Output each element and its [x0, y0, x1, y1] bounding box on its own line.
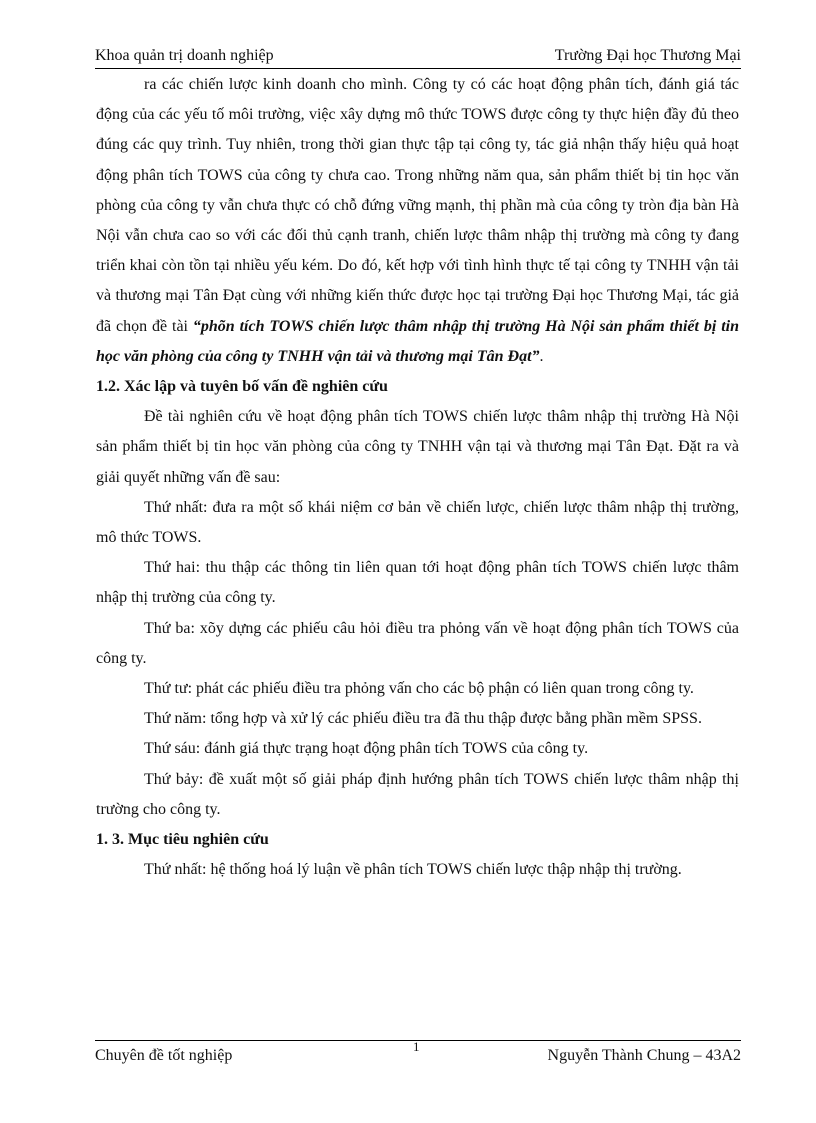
document-body — [96, 70, 739, 885]
section-1-2-paragraph: Thứ tư: phát các phiếu điều tra phỏng vấn cho các bộ phận có liên quan trong công ty. — [144, 680, 694, 698]
section-1-3-paragraph: Thứ nhất: hệ thống hoá lý luận về phân tích TOWS chiến lược thập nhập thị trường. — [144, 861, 682, 879]
section-1-2-paragraph: Thứ hai: thu thập các thông tin liên quan tới hoạt động phân tích TOWS chiến lược thâm nhập thị trường của công ty. — [96, 559, 739, 607]
header-faculty: Khoa quản trị doanh nghiệp — [95, 47, 274, 64]
intro-end: . — [539, 347, 544, 365]
section-1-2-heading: 1.2. Xác lập và tuyên bố vấn đề nghiên cứu — [96, 378, 388, 396]
intro-text: ra các chiến lược kinh doanh cho mình. Công ty có các hoạt động phân tích, đánh giá tác động của các yếu tố môi trường, việc xây dựng mô thức TOWS được công ty thực hiện đầy đủ theo đúng các quy trình. Tuy nhiên, trong thời gian thực tập tại công ty, tác giả nhận thấy hiệu quả hoạt động phân tích TOWS của công ty chưa cao. Trong những năm qua, sản phẩm thiết bị tin học văn phòng của công ty vẫn chưa thực có chỗ đứng vững mạnh, thị phần mà của công ty tròn địa bàn Hà Nội vẫn chưa cao so với các đối thủ cạnh tranh, chiến lược thâm nhập thị trường mà công ty đang triển khai còn tồn tại nhiều yếu kém. Do đó, kết hợp với tình hình thực tế tại công ty TNHH vận tải và thương mại Tân Đạt cùng với những kiến thức được học tại trường Đại học Thương Mại, tác giả đã chọn đề tài — [96, 76, 739, 335]
section-1-2-paragraph: Thứ ba: xõy dựng các phiếu câu hỏi điều tra phỏng vấn về hoạt động phân tích TOWS của công ty. — [96, 619, 739, 667]
page-header — [95, 44, 741, 69]
section-1-3-heading: 1. 3. Mục tiêu nghiên cứu — [96, 831, 269, 849]
section-1-2-paragraph: Thứ nhất: đưa ra một số khái niệm cơ bản về chiến lược, chiến lược thâm nhập thị trường, mô thức TOWS. — [96, 498, 739, 547]
section-1-2-paragraph: Thứ sáu: đánh giá thực trạng hoạt động phân tích TOWS của công ty. — [144, 740, 589, 758]
page-footer — [95, 1040, 741, 1071]
header-university: Trường Đại học Thương Mại — [554, 47, 741, 64]
topic-title: “phõn tích TOWS chiến lược thâm nhập thị trường Hà Nội sản phẩm thiết bị tin học văn phòng của công ty TNHH vận tải và thương mại Tân Đạt” — [96, 317, 740, 365]
page-number: 1 — [413, 1039, 420, 1054]
intro-paragraph — [96, 70, 739, 372]
section-1-2-paragraph: Thứ bảy: đề xuất một số giải pháp định hướng phân tích TOWS chiến lược thâm nhập thị trường cho công ty. — [96, 770, 739, 818]
footer-author: Nguyễn Thành Chung – 43A2 — [547, 1047, 741, 1064]
footer-document-type: Chuyên đề tốt nghiệp — [95, 1047, 233, 1064]
section-1-2-paragraph: Thứ năm: tổng hợp và xử lý các phiếu điều tra đã thu thập được bằng phần mềm SPSS. — [144, 710, 702, 728]
section-1-2-paragraph: Đề tài nghiên cứu về hoạt động phân tích TOWS chiến lược thâm nhập thị trường Hà Nội sản phẩm thiết bị tin học văn phòng của công ty TNHH vận tại và thương mại Tân Đạt. Đặt ra và giải quyết những vấn đề sau: — [96, 408, 739, 486]
